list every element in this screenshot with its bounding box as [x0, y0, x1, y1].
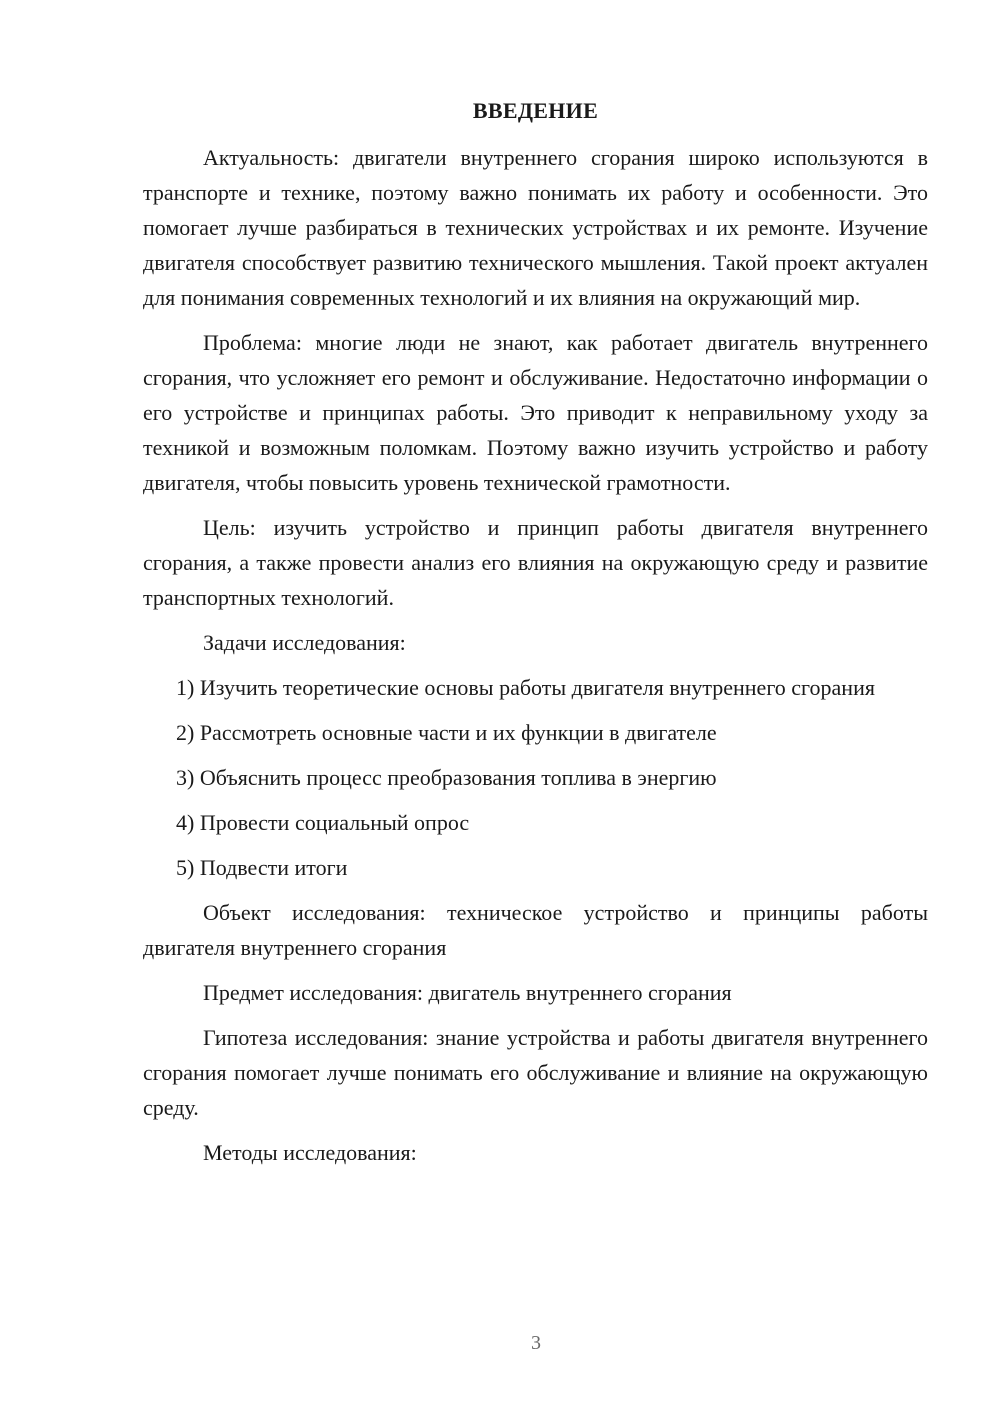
object-paragraph: Объект исследования: техническое устройство и принципы работы двигателя внутреннего сгорания — [143, 900, 928, 960]
goal-paragraph: Цель: изучить устройство и принцип работы двигателя внутреннего сгорания, а также провести анализ его влияния на окружающую среду и развитие транспортных технологий. — [143, 515, 928, 610]
task-list-item-1: 1) Изучить теоретические основы работы двигателя внутреннего сгорания — [176, 675, 875, 700]
methods-heading: Методы исследования: — [203, 1140, 417, 1165]
task-list-item-3: 3) Объяснить процесс преобразования топлива в энергию — [176, 765, 717, 790]
relevance-paragraph: Актуальность: двигатели внутреннего сгорания широко используются в транспорте и технике, поэтому важно понимать их работу и особенности. Это помогает лучше разбираться в технических устройствах и их ремонте. Изучение двигателя способствует развитию технического мышления. Такой проект актуален для понимания современных технологий и их влияния на окружающий мир. — [143, 145, 928, 310]
page-title: ВВЕДЕНИЕ — [472, 98, 599, 123]
subject-paragraph: Предмет исследования: двигатель внутреннего сгорания — [203, 980, 732, 1005]
task-list-item-4: 4) Провести социальный опрос — [176, 810, 470, 835]
document-page — [143, 96, 928, 1180]
page-number: 3 — [531, 1332, 541, 1354]
hypothesis-paragraph: Гипотеза исследования: знание устройства и работы двигателя внутреннего сгорания помогает лучше понимать его обслуживание и влияние на окружающую среду. — [143, 1025, 928, 1120]
problem-paragraph: Проблема: многие люди не знают, как работает двигатель внутреннего сгорания, что усложняет его ремонт и обслуживание. Недостаточно информации о его устройстве и принципах работы. Это приводит к неправильному уходу за техникой и возможным поломкам. Поэтому важно изучить устройство и работу двигателя, чтобы повысить уровень технической грамотности. — [143, 330, 928, 495]
task-list-item-2: 2) Рассмотреть основные части и их функции в двигателе — [176, 720, 717, 745]
task-list-item-5: 5) Подвести итоги — [176, 855, 348, 880]
tasks-heading: Задачи исследования: — [203, 630, 406, 655]
